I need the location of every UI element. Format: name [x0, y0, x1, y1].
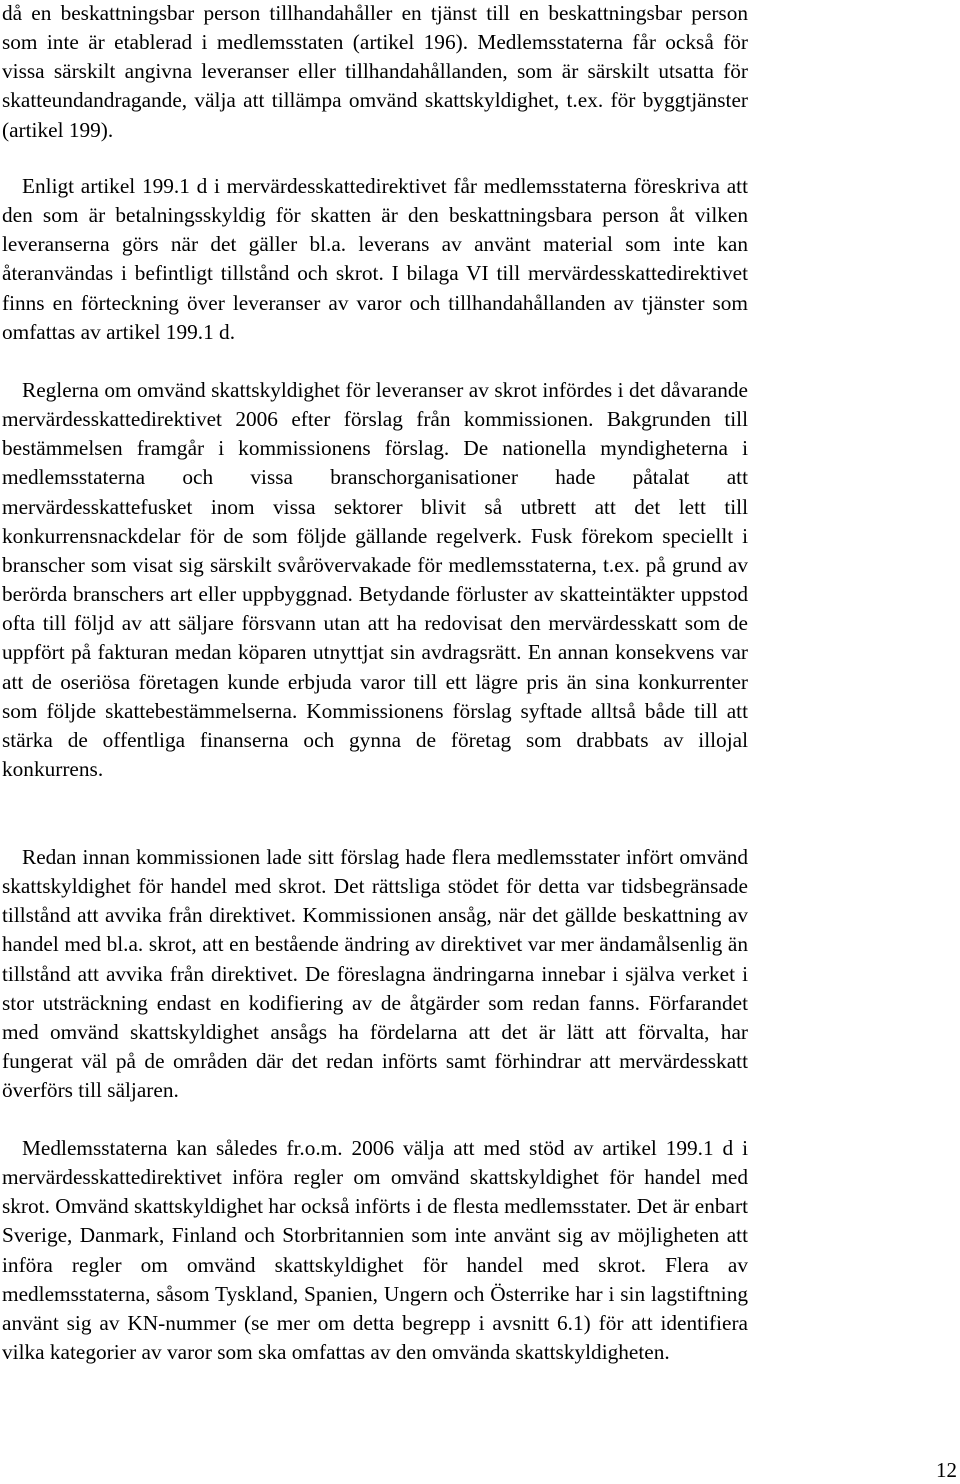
paragraph-scrap-rules-background: Reglerna om omvänd skattskyldighet för leveranser av skrot infördes i det dåvarande mervärdesskattedirektivet 2006 efter förslag från kommissionen. Bakgrunden till bestämmelsen framgår i kommissionens förslag. De nationella myndigheterna i medlemsstaterna och vissa branschorganisationer hade påtalat att mervärdesskattefusket inom vissa sektorer blivit så utbrett att det lett till konkurrensnackdelar för de som följde gällande regelverk. Fusk förekom speciellt i branscher som visat sig särskilt svårövervakade för medlemsstaterna, t.ex. på grund av berörda branschers art eller uppbyggnad. Betydande förluster av skatteintäkter uppstod ofta till följd av att säljare försvann utan att ha redovisat den mervärdesskatt som de uppfört på fakturan medan köparen utnyttjat sin avdragsrätt. En annan konsekvens var att de oseriösa företagen kunde erbjuda varor till ett lägre pris än sina konkurrenter som följde skattebestämmelserna. Kommissionens förslag syftade alltså både till att stärka de offentliga finanserna och gynna de företag som drabbats av illojal konkurrens. — [2, 378, 748, 782]
paragraph-continuation: då en beskattningsbar person tillhandahåller en tjänst till en beskattningsbar person som inte är etablerad i medlemsstaten (artikel 196). Medlemsstaterna får också för vissa särskilt angivna leveranser eller tillhandahållanden, som är särskilt utsatta för skatteundandragande, välja att tillämpa omvänd skattskyldighet, t.ex. för byggtjänster (artikel 199). — [2, 1, 748, 142]
paragraph-member-states: Medlemsstaterna kan således fr.o.m. 2006 välja att med stöd av artikel 199.1 d i mervärdesskattedirektivet införa regler om omvänd skattskyldighet för handel med skrot. Omvänd skattskyldighet har också införts i de flesta medlemsstater. Det är enbart Sverige, Danmark, Finland och Storbritannien som inte använt sig av möjligheten att införa regler om omvänd skattskyldighet för handel med skrot. Flera av medlemsstaterna, såsom Tyskland, Spanien, Ungern och Österrike har i sin lagstiftning använt sig av KN-nummer (se mer om detta begrepp i avsnitt 6.1) för att identifiera vilka kategorier av varor som ska omfattas av den omvända skattskyldigheten. — [2, 1136, 748, 1365]
page-number: 12 — [936, 1458, 957, 1482]
paragraph-article-199-1-d: Enligt artikel 199.1 d i mervärdesskattedirektivet får medlemsstaterna föreskriva att den som är betalningsskyldig för skatten är den beskattningsbara person åt vilken leveranserna görs när det gäller bl.a. leverans av använt material som inte kan återanvändas i befintligt tillstånd och skrot. I bilaga VI till mervärdesskattedirektivet finns en förteckning över leveranser av varor och tillhandahållanden av tjänster som omfattas av artikel 199.1 d. — [2, 174, 748, 344]
paragraph-commission-proposal: Redan innan kommissionen lade sitt förslag hade flera medlemsstater infört omvänd skattskyldighet för handel med skrot. Det rättsliga stödet för detta var tidsbegränsade tillstånd att avvika från direktivet. Kommissionen ansåg, när det gällde beskattning av handel med bl.a. skrot, att en bestående ändring av direktivet var mer ändamålsenlig än tillstånd att avvika från direktivet. De föreslagna ändringarna innebar i själva verket i stor utsträckning endast en kodifiering av de åtgärder som redan fanns. Förfarandet med omvänd skattskyldighet ansågs ha fördelarna att det är lätt att förvalta, har fungerat väl på de områden där det redan införts samt förhindrar att mervärdesskatt överförs till säljaren. — [2, 845, 748, 1103]
